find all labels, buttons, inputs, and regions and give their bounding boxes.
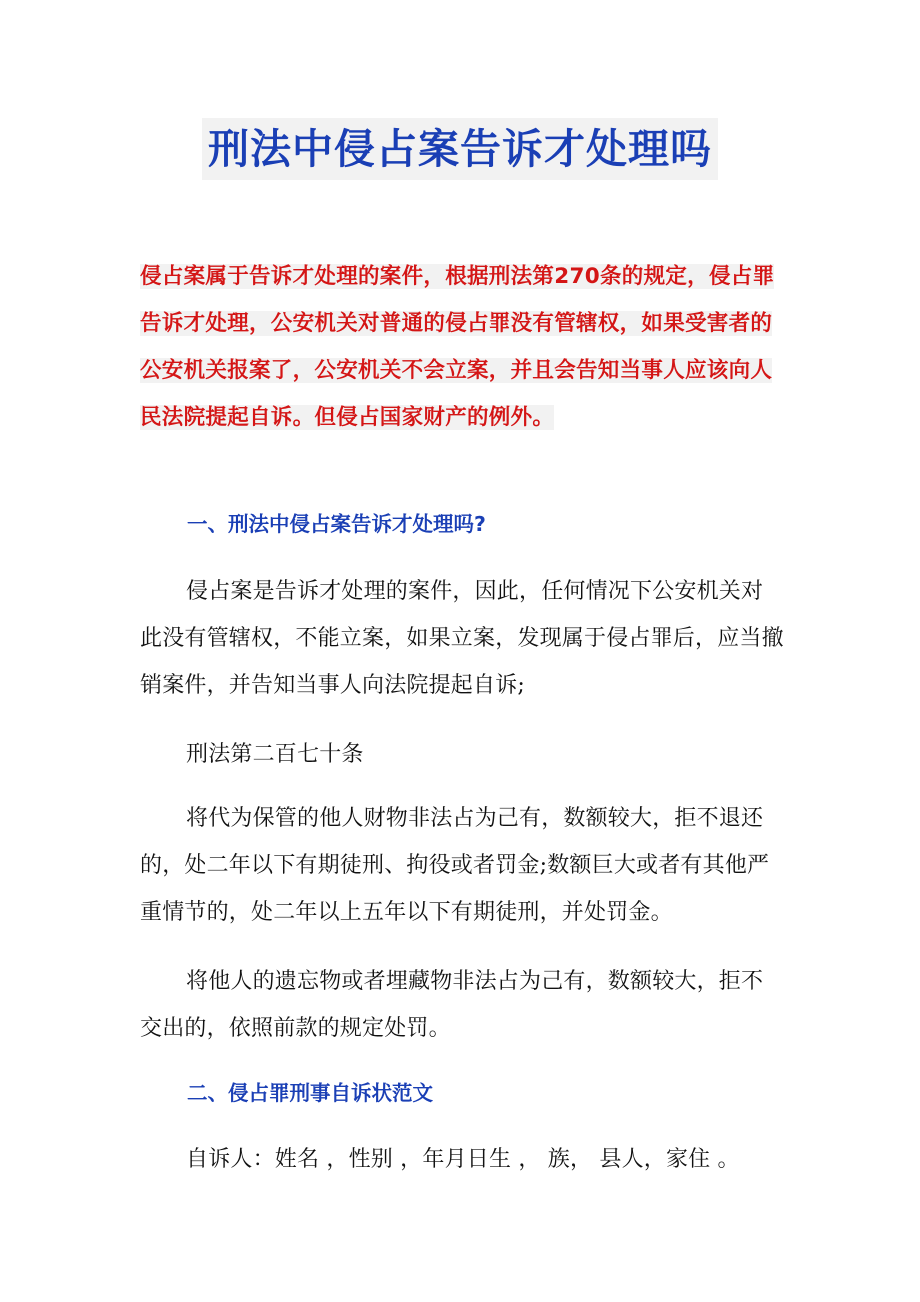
section-1-heading: 一、刑法中侵占案告诉才处理吗? bbox=[187, 512, 486, 536]
section-1-paragraph-3: 将代为保管的他人财物非法占为己有，数额较大，拒不退还的，处二年以下有期徒刑、拘役或者罚金;数额巨大或者有其他严重情节的，处二年以上五年以下有期徒刑，并处罚金。 bbox=[140, 806, 770, 925]
section-1-paragraph-2: 刑法第二百七十条 bbox=[186, 742, 364, 767]
section-2-heading: 二、侵占罪刑事自诉状范文 bbox=[187, 1081, 433, 1105]
section-1-paragraph-4: 将他人的遗忘物或者埋藏物非法占为己有，数额较大，拒不交出的，依照前款的规定处罚。 bbox=[140, 969, 764, 1041]
page-title: 刑法中侵占案告诉才处理吗 bbox=[202, 118, 718, 180]
title-container bbox=[0, 118, 920, 180]
intro-text: 侵占案属于告诉才处理的案件，根据刑法第270条的规定，侵占罪告诉才处理，公安机关对普通的侵占罪没有管辖权，如果受害者的公安机关报案了，公安机关不会立案，并且会告知当事人应该向人民法院提起自诉。但侵占国家财产的例外。 bbox=[140, 264, 775, 430]
intro-paragraph bbox=[140, 253, 785, 441]
section-1-paragraph-1: 侵占案是告诉才处理的案件，因此，任何情况下公安机关对此没有管辖权，不能立案，如果立案，发现属于侵占罪后，应当撤销案件，并告知当事人向法院提起自诉; bbox=[140, 579, 784, 698]
section-2-paragraph-1: 自诉人：姓名 ，性别 ，年月日生 ， 族， 县人，家住 。 bbox=[186, 1147, 740, 1172]
